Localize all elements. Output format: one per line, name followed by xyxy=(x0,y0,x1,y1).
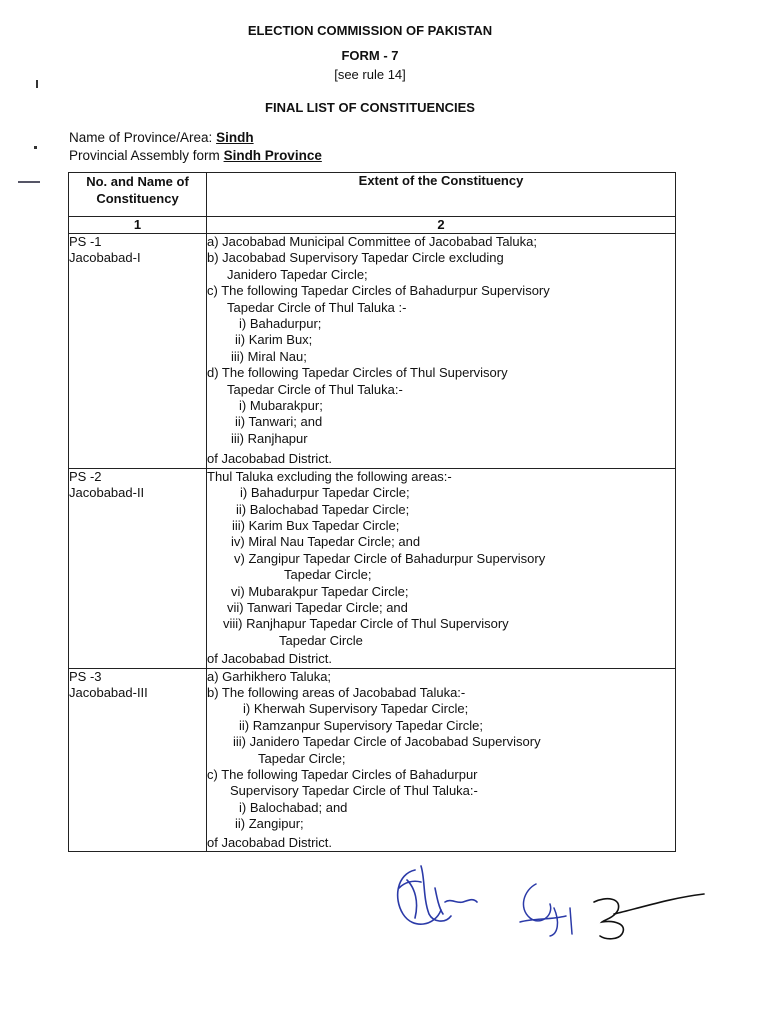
extent-line: of Jacobabad District. xyxy=(207,451,333,467)
col2-header: Extent of the Constituency xyxy=(207,173,676,217)
extent-line: i) Kherwah Supervisory Tapedar Circle; xyxy=(243,701,469,717)
constituency-name: Jacobabad-II xyxy=(69,485,145,501)
constituency-cell xyxy=(69,468,207,668)
extent-line: Tapedar Circle; xyxy=(258,750,346,766)
constituency-code: PS -2 xyxy=(69,468,102,484)
extent-line: a) Garhikhero Taluka; xyxy=(207,668,332,684)
extent-line: Janidero Tapedar Circle; xyxy=(227,266,368,282)
extent-line: Supervisory Tapedar Circle of Thul Taluka:- xyxy=(230,783,478,799)
extent-line: c) The following Tapedar Circles of Bahadurpur xyxy=(207,767,478,782)
org-title: ELECTION COMMISSION OF PAKISTAN xyxy=(247,23,493,38)
constituency-table xyxy=(68,172,676,852)
extent-line: c) The following Tapedar Circles of Bahadurpur Supervisory xyxy=(207,283,550,299)
document-title: FINAL LIST OF CONSTITUENCIES xyxy=(265,100,475,115)
extent-line: Tapedar Circle of Thul Taluka:- xyxy=(227,381,403,397)
extent-line: i) Bahadurpur; xyxy=(239,316,322,332)
assembly-label: Provincial Assembly form xyxy=(69,148,220,163)
extent-line: b) Jacobabad Supervisory Tapedar Circle excluding xyxy=(207,250,504,266)
constituency-name: Jacobabad-I xyxy=(69,250,141,266)
extent-line: vii) Tanwari Tapedar Circle; and xyxy=(227,599,408,615)
margin-mark xyxy=(18,181,40,183)
assembly-value: Sindh Province xyxy=(223,148,322,163)
extent-line: v) Zangipur Tapedar Circle of Bahadurpur Supervisory xyxy=(234,550,546,566)
extent-line: Tapedar Circle xyxy=(279,632,363,648)
signature-1 xyxy=(385,858,490,938)
extent-line: of Jacobabad District. xyxy=(207,834,333,850)
margin-mark xyxy=(36,80,38,88)
constituency-code: PS -3 xyxy=(69,668,102,684)
extent-line: Tapedar Circle; xyxy=(284,567,372,583)
extent-line: i) Mubarakpur; xyxy=(239,398,323,414)
margin-mark xyxy=(34,146,37,149)
assembly-line xyxy=(69,148,322,163)
extent-line: i) Balochabad; and xyxy=(239,799,348,815)
extent-line: ii) Zangipur; xyxy=(235,816,304,832)
extent-cell xyxy=(207,468,676,668)
extent-line: i) Bahadurpur Tapedar Circle; xyxy=(240,485,410,501)
col2-number: 2 xyxy=(207,217,676,234)
extent-line: viii) Ranjhapur Tapedar Circle of Thul Supervisory xyxy=(223,616,509,632)
constituency-cell xyxy=(69,668,207,851)
extent-line: ii) Tanwari; and xyxy=(235,414,323,430)
extent-line: iv) Miral Nau Tapedar Circle; and xyxy=(231,534,421,550)
extent-cell xyxy=(207,668,676,851)
table-row xyxy=(69,668,676,851)
constituency-name: Jacobabad-III xyxy=(69,684,148,700)
form-number: FORM - 7 xyxy=(341,48,399,63)
extent-line: Thul Taluka excluding the following areas:- xyxy=(207,468,452,484)
constituency-code: PS -1 xyxy=(69,234,102,249)
extent-line: a) Jacobabad Municipal Committee of Jacobabad Taluka; xyxy=(207,234,538,249)
extent-line: iii) Janidero Tapedar Circle of Jacobabad Supervisory xyxy=(233,734,541,750)
extent-cell xyxy=(207,234,676,469)
signature-2 xyxy=(510,878,710,948)
table-row xyxy=(69,234,676,469)
extent-line: ii) Ramzanpur Supervisory Tapedar Circle; xyxy=(239,717,483,733)
table-row xyxy=(69,468,676,668)
extent-line: vi) Mubarakpur Tapedar Circle; xyxy=(231,583,409,599)
extent-line: iii) Karim Bux Tapedar Circle; xyxy=(232,517,400,533)
extent-line: iii) Ranjhapur xyxy=(231,430,308,446)
col1-header: No. and Name of Constituency xyxy=(69,173,207,217)
extent-line: b) The following areas of Jacobabad Taluka:- xyxy=(207,684,466,700)
extent-line: ii) Karim Bux; xyxy=(235,332,313,348)
extent-line: of Jacobabad District. xyxy=(207,651,333,667)
extent-line: ii) Balochabad Tapedar Circle; xyxy=(236,501,410,517)
col1-number: 1 xyxy=(69,217,207,234)
province-line xyxy=(69,130,254,145)
province-label: Name of Province/Area: xyxy=(69,130,213,145)
province-value: Sindh xyxy=(216,130,254,145)
extent-line: Tapedar Circle of Thul Taluka :- xyxy=(227,299,407,315)
extent-line: iii) Miral Nau; xyxy=(231,348,307,364)
extent-line: d) The following Tapedar Circles of Thul Supervisory xyxy=(207,365,508,381)
constituency-cell xyxy=(69,234,207,469)
rule-reference: [see rule 14] xyxy=(334,67,406,82)
